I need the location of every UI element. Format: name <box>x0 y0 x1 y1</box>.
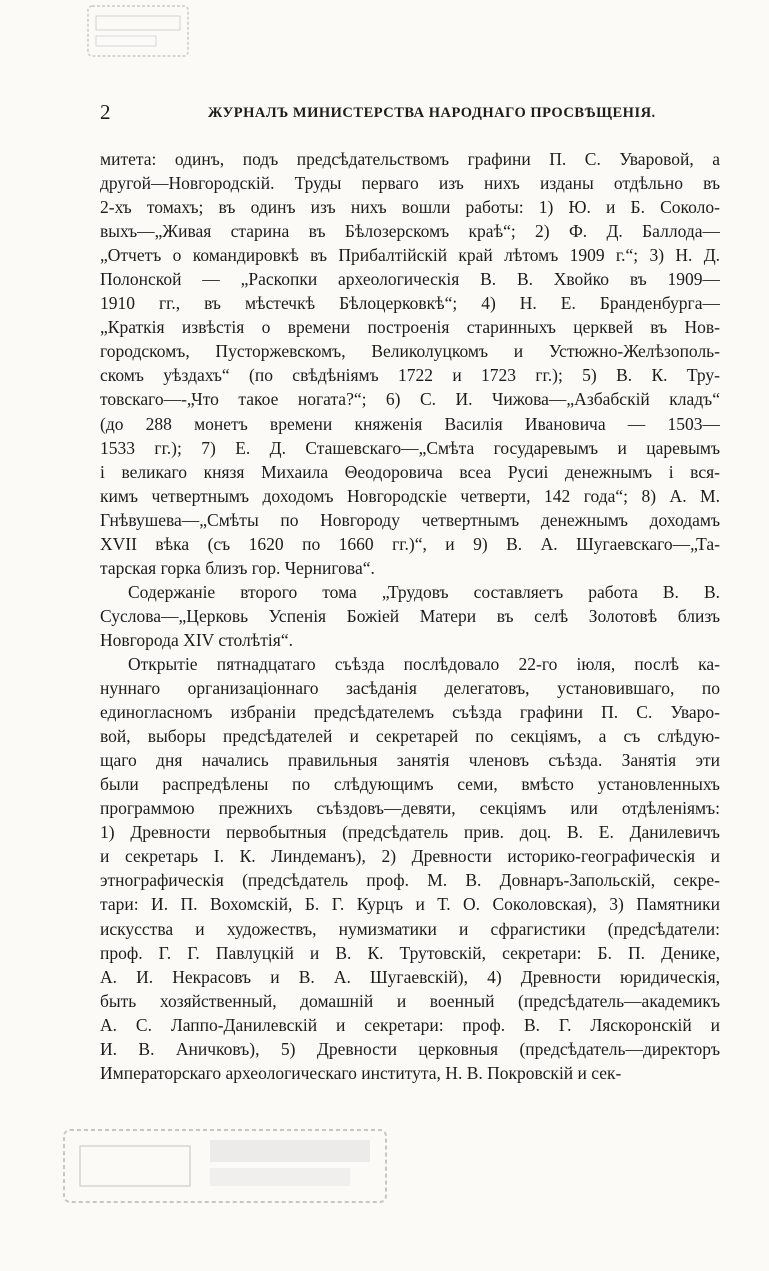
paragraph <box>100 580 720 652</box>
text-line: „Отчетъ о командировкѣ въ Прибалтійскій край лѣтомъ 1909 г.“; 3) Н. Д. <box>100 245 720 266</box>
text-line: Суслова—„Церковь Успенія Божіей Матери въ селѣ Золотовѣ близъ <box>100 605 720 626</box>
paragraph <box>100 652 720 1085</box>
text-line: Новгорода XIV столѣтія“. <box>100 629 293 650</box>
text-line: тарская горка близъ гор. Чернигова“. <box>100 557 375 578</box>
text-line: товскаго—-„Что такое ногата?“; 6) С. И. Чижова—„Азбабскій кладъ“ <box>100 389 720 410</box>
text-line: этнографическія (предсѣдатель проф. М. В. Довнаръ-Запольскій, секре- <box>100 870 720 891</box>
text-line: щаго дня начались правильныя занятія членовъ съѣзда. Занятія эти <box>100 750 720 771</box>
text-line: тари: И. П. Вохомскій, Б. Г. Курцъ и Т. О. Соколовская), 3) Памятники <box>100 894 720 915</box>
page-number: 2 <box>100 100 111 124</box>
library-stamp-top <box>82 0 194 62</box>
text-line: выхъ—„Живая старина въ Бѣлозерскомъ краѣ“; 2) Ф. Д. Баллода— <box>100 221 720 242</box>
text-line: 1) Древности первобытныя (предсѣдатель прив. доц. В. Е. Данилевичъ <box>100 822 720 843</box>
text-line: А. С. Лаппо-Данилевскій и секретари: проф. В. Г. Ляскоронскій и <box>100 1014 720 1035</box>
text-line: искусства и художествъ, нумизматики и сфрагистики (предсѣдатели: <box>100 918 720 939</box>
text-line: быть хозяйственный, домашній и военный (предсѣдатель—академикъ <box>100 990 720 1011</box>
text-line: городскомъ, Пусторжевскомъ, Великолуцкомъ и Устюжно-Желѣзополь- <box>100 341 720 362</box>
running-title: ЖУРНАЛЪ МИНИСТЕРСТВА НАРОДНАГО ПРОСВѢЩЕНІЯ. <box>208 105 656 121</box>
text-line: „Краткія извѣстія о времени построенія старинныхъ церквей въ Нов- <box>100 317 720 338</box>
text-line: митета: одинъ, подъ предсѣдательствомъ графини П. С. Уваровой, а <box>100 149 720 169</box>
text-line: единогласномъ избраніи предсѣдателемъ съѣзда графини П. С. Уваро- <box>100 702 720 723</box>
article-body <box>100 147 720 1085</box>
text-line: были распредѣлены по слѣдующимъ семи, вмѣсто установленныхъ <box>100 774 720 795</box>
text-line: проф. Г. Г. Павлуцкій и В. К. Трутовскій, секретари: Б. П. Денике, <box>100 942 720 963</box>
text-line: вой, выборы предсѣдателей и секретарей по секціямъ, а съ слѣдую- <box>100 726 720 747</box>
text-line: 2-хъ томахъ; въ одинъ изъ нихъ вошли работы: 1) Ю. и Б. Соколо- <box>100 197 720 218</box>
text-line: 1910 гг., въ мѣстечкѣ Бѣлоцерковкѣ“; 4) Н. Е. Бранденбурга— <box>100 293 720 314</box>
page-header <box>100 100 720 128</box>
text-line: (до 288 монетъ времени княженія Василія Ивановича — 1503— <box>100 413 720 434</box>
text-line: программою прежнихъ съѣздовъ—девяти, секціямъ или отдѣленіямъ: <box>100 798 720 819</box>
paragraph <box>100 147 720 580</box>
text-line: і великаго князя Михаила Θеодоровича всеа Русиі денежнымъ і вся- <box>100 461 720 482</box>
text-line: Императорскаго археологическаго института, Н. В. Покровскій и сек- <box>100 1062 622 1083</box>
text-line: Гнѣвушева—„Смѣты по Новгороду четвертнымъ денежнымъ доходамъ <box>100 509 720 530</box>
text-line: XVII вѣка (съ 1620 по 1660 гг.)“, и 9) В. А. Шугаевскаго—„Та- <box>100 533 720 554</box>
text-line: скомъ уѣздахъ“ (по свѣдѣніямъ 1722 и 1723 гг.); 5) В. К. Тру- <box>100 365 720 386</box>
text-line: И. В. Аничковъ), 5) Древности церковныя (предсѣдатель—директоръ <box>100 1038 720 1059</box>
text-line: Содержаніе второго тома „Трудовъ составляетъ работа В. В. <box>128 581 720 602</box>
text-line: нуннаго организаціоннаго засѣданія делегатовъ, установившаго, по <box>100 678 720 699</box>
text-line: 1533 гг.); 7) Е. Д. Сташевскаго—„Смѣта государевымъ и царевымъ <box>100 437 720 458</box>
text-line: другой—Новгородскій. Труды перваго изъ нихъ изданы отдѣльно въ <box>100 173 720 194</box>
library-stamp-bottom <box>60 1126 390 1206</box>
text-line: А. И. Некрасовъ и В. А. Шугаевскій), 4) Древности юридическія, <box>100 966 720 987</box>
text-line: и секретарь І. К. Линдеманъ), 2) Древности историко-географическія и <box>100 846 720 867</box>
text-line: Полонской — „Раскопки археологическія В. В. Хвойко въ 1909— <box>100 269 720 290</box>
text-line: кимъ четвертнымъ доходомъ Новгородскіе четверти, 142 года“; 8) А. М. <box>100 485 720 506</box>
text-line: Открытіе пятнадцатаго съѣзда послѣдовало 22-го іюля, послѣ ка- <box>128 653 720 674</box>
